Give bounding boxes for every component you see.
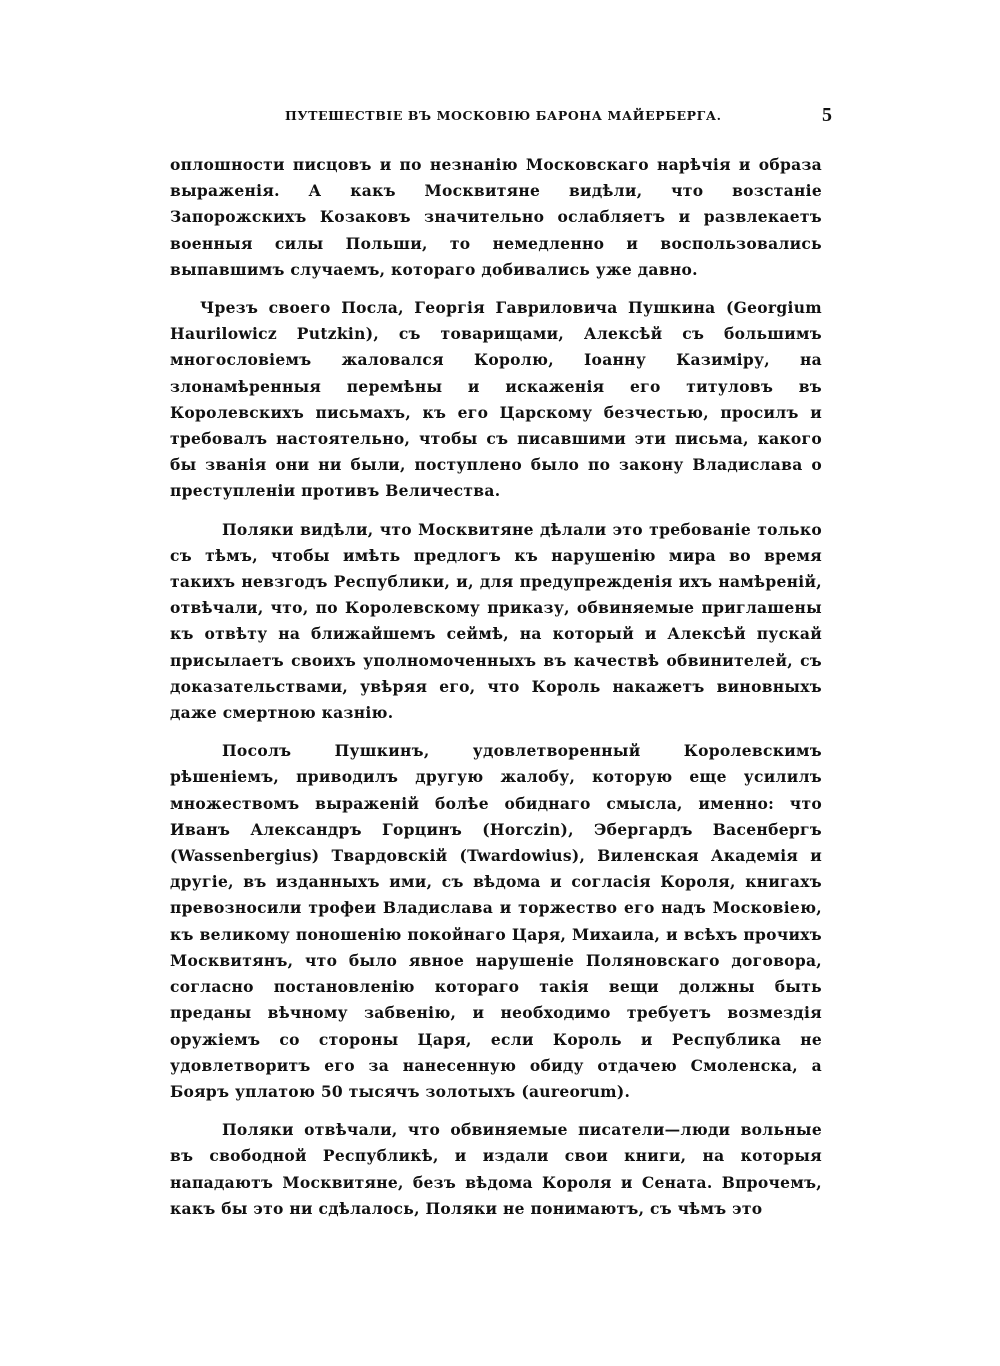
paragraph-envoy-pushkin: Чрезъ своего Посла, Георгія Гавриловича Пушкина (Georgium Haurilowicz Putzkin), съ товарищами, Алексѣй съ большимъ многословіемъ жаловался Королю, Іоанну Казиміру, на злонамѣренныя перемѣны и искаженія его титуловъ въ Королевскихъ письмахъ, къ его Царскому безчестью, просилъ и требовалъ настоятельно, чтобы съ писавшими эти письма, какого бы званія они ни были, поступлено было по закону Владислава о преступленіи противъ Величества. [170, 298, 822, 501]
paragraph-second-complaint: Посолъ Пушкинъ, удовлетворенный Королевскимъ рѣшеніемъ, приводилъ другую жалобу, которую еще усилилъ множествомъ выраженій болѣе обиднаго смысла, именно: что Иванъ Александръ Горцинъ (Horczin), Эбергардъ Васенбергъ (Wassenbergius) Твардовскій (Twardowius), Виленская Академія и другіе, въ изданныхъ ими, съ вѣдома и согласія Короля, книгахъ превозносили трофеи Владислава и торжество его надъ Московіею, къ великому поношенію покойнаго Царя, Михаила, и всѣхъ прочихъ Москвитянъ, что было явное нарушеніе Поляновскаго договора, согласно постановленію котораго такія вещи должны быть преданы вѣчному забвенію, и необходимо требуетъ возмездія оружіемъ со стороны Царя, если Король и Республика не удовлетворитъ его за нанесенную обиду отдачею Смоленска, а Бояръ уплатою 50 тысячъ золотыхъ (aureorum). [170, 741, 822, 1101]
running-title: ПУТЕШЕСТВІЕ ВЪ МОСКОВІЮ БАРОНА МАЙЕРБЕРГА. [285, 108, 722, 123]
page-number: 5 [822, 104, 832, 126]
running-header [160, 104, 840, 134]
body-text [170, 152, 822, 1234]
paragraph-poles-replied: Поляки отвѣчали, что обвиняемые писатели—люди вольные въ свободной Республикѣ, и издали свои книги, на которыя нападаютъ Москвитяне, безъ вѣдома Короля и Сената. Впрочемъ, какъ бы это ни сдѣлалось, Поляки не понимаютъ, съ чѣмъ это [170, 1120, 822, 1218]
paragraph-poles-saw: Поляки видѣли, что Москвитяне дѣлали это требованіе только съ тѣмъ, чтобы имѣть предлогъ къ нарушенію мира во время такихъ невзгодъ Республики, и, для предупрежденія ихъ намѣреній, отвѣчали, что, по Королевскому приказу, обвиняемые приглашены къ отвѣту на ближайшемъ сеймѣ, на который и Алексѣй пускай присылаетъ своихъ уполномоченныхъ въ качествѣ обвинителей, съ доказательствами, увѣряя его, что Король накажетъ виновныхъ даже смертною казнію. [170, 519, 822, 723]
paragraph-continuation: оплошности писцовъ и по незнанію Московскаго нарѣчія и образа выраженія. А какъ Москвитяне видѣли, что возстаніе Запорожскихъ Козаковъ значительно ослабляетъ и развлекаетъ военныя силы Польши, то немедленно и воспользовались выпавшимъ случаемъ, котораго добивались уже давно. [170, 155, 822, 279]
